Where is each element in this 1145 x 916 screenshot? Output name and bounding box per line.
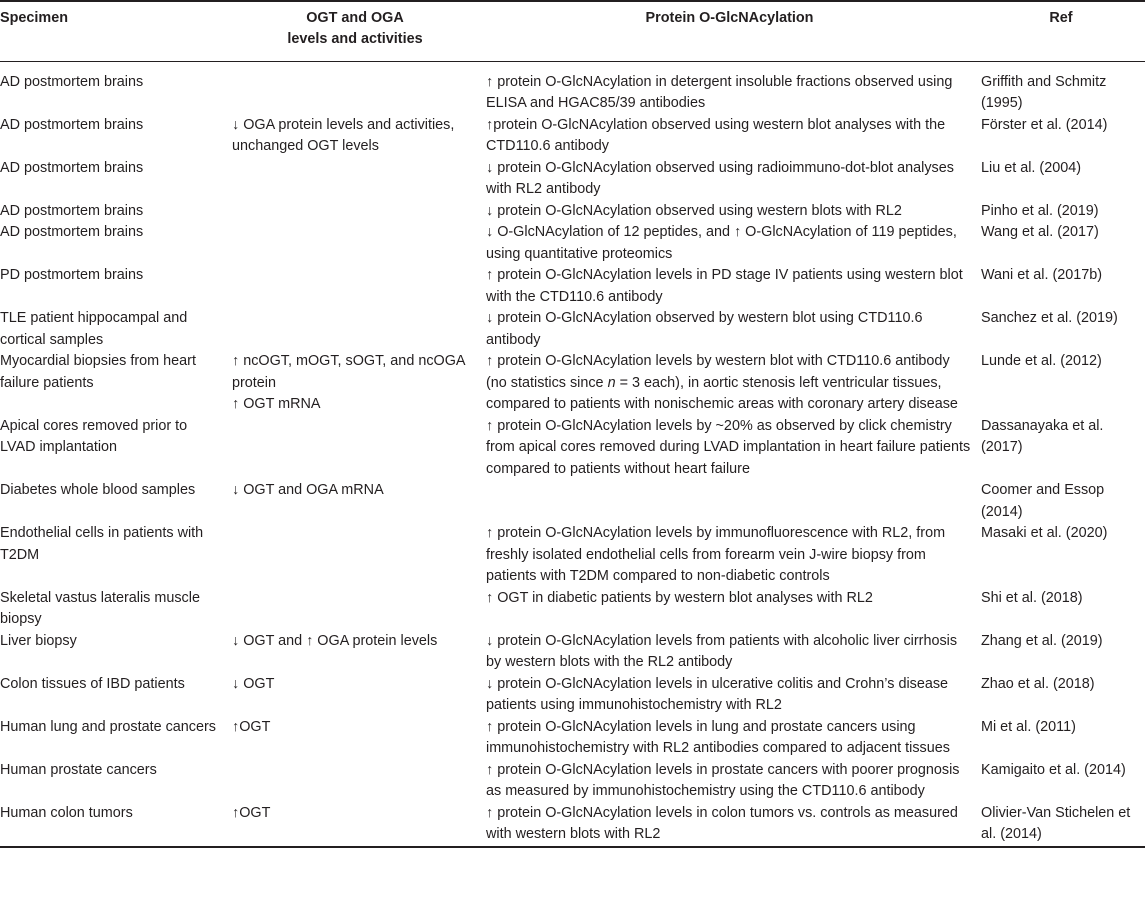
cell-ogt-oga: ↑OGT: [232, 718, 271, 735]
cell-glcnac: ↑ protein O-GlcNAcylation levels by ~20% as observed by click chemistry from apical cores removed during LVAD implantation in heart failure patients compared to patients without heart failure: [486, 417, 971, 477]
cell-glcnac: ↑ protein O-GlcNAcylation levels in prostate cancers with poorer prognosis as measured by immunohistochemistry using the CTD110.6 antibody: [486, 761, 960, 799]
cell-specimen: AD postmortem brains: [0, 202, 144, 219]
table-row: [0, 760, 1145, 803]
cell-ref: Sanchez et al. (2019): [981, 310, 1118, 326]
table-row: [0, 201, 1145, 223]
cell-specimen: Human colon tumors: [0, 804, 133, 821]
cell-specimen: Diabetes whole blood samples: [0, 482, 196, 498]
cell-ogt-oga: ↑OGT: [232, 804, 271, 821]
cell-ogt-oga: [228, 265, 482, 308]
table-row: [0, 674, 1145, 717]
cell-ref: Mi et al. (2011): [981, 718, 1076, 735]
table-row: [0, 803, 1145, 847]
cell-glcnac: ↑ OGT in diabetic patients by western blot analyses with RL2: [486, 589, 873, 606]
cell-glcnac: ↓ protein O-GlcNAcylation observed by western blot using CTD110.6 antibody: [486, 310, 923, 348]
header-glcnac: Protein O-GlcNAcylation: [482, 1, 977, 61]
cell-ref: Masaki et al. (2020): [981, 525, 1108, 541]
cell-specimen: PD postmortem brains: [0, 267, 144, 283]
cell-specimen: Human lung and prostate cancers: [0, 718, 216, 735]
cell-ogt-oga: ↓ OGT: [232, 675, 275, 692]
cell-glcnac: ↓ protein O-GlcNAcylation levels from patients with alcoholic liver cirrhosis by western blots with the RL2 antibody: [486, 632, 958, 670]
cell-specimen: Apical cores removed prior to LVAD implantation: [0, 417, 188, 455]
cell-ogt-oga: [228, 308, 482, 351]
header-ogt-oga-line2: levels and activities: [287, 31, 423, 47]
cell-glcnac: ↑ protein O-GlcNAcylation levels in PD stage IV patients using western blot with the CTD110.6 antibody: [486, 267, 963, 305]
cell-ref: Wang et al. (2017): [981, 224, 1099, 240]
header-ogt-oga-line1: OGT and OGA: [306, 10, 404, 26]
table-row: [0, 115, 1145, 158]
cell-ref: Lunde et al. (2012): [981, 353, 1102, 369]
cell-glcnac: ↑ protein O-GlcNAcylation levels by immunofluorescence with RL2, from freshly isolated endothelial cells from forearm vein J-wire biopsy from patients with T2DM compared to non-diabetic controls: [486, 525, 946, 584]
cell-glcnac: [482, 351, 977, 416]
cell-specimen: Myocardial biopsies from heart failure patients: [0, 353, 196, 391]
cell-ref: Zhang et al. (2019): [981, 632, 1103, 649]
table-row: [0, 265, 1145, 308]
cell-specimen: AD postmortem brains: [0, 73, 144, 90]
cell-ogt-oga: [228, 523, 482, 588]
glcnac-text-part: = 3 each), in aortic stenosis left ventricular tissues, compared to patients with nonischemic areas with coronary artery disease: [486, 374, 958, 412]
cell-ref: Wani et al. (2017b): [981, 267, 1103, 283]
header-ref: Ref: [977, 1, 1145, 61]
cell-specimen: Liver biopsy: [0, 632, 77, 649]
glcnac-n-symbol: n: [607, 374, 616, 391]
table-row: [0, 631, 1145, 674]
cell-specimen: TLE patient hippocampal and cortical samples: [0, 310, 188, 348]
cell-ogt-oga: ↓ OGT and OGA mRNA: [232, 482, 384, 498]
table-row: [0, 523, 1145, 588]
cell-ref: Olivier-Van Stichelen et al. (2014): [981, 804, 1131, 842]
cell-glcnac: ↑ protein O-GlcNAcylation levels in colon tumors vs. controls as measured with western blots with RL2: [486, 804, 958, 842]
cell-ref: Kamigaito et al. (2014): [981, 761, 1126, 778]
table-row: [0, 351, 1145, 416]
cell-glcnac: ↓ protein O-GlcNAcylation observed using radioimmuno-dot-blot analyses with RL2 antibody: [486, 159, 954, 197]
table-row: [0, 717, 1145, 760]
cell-ogt-oga: ↑ ncOGT, mOGT, sOGT, and ncOGA protein ↑ OGT mRNA: [232, 353, 465, 412]
table-row: [0, 158, 1145, 201]
cell-glcnac: ↓ protein O-GlcNAcylation observed using western blots with RL2: [486, 202, 902, 219]
cell-specimen: Skeletal vastus lateralis muscle biopsy: [0, 589, 200, 627]
header-row: [0, 1, 1145, 61]
cell-ref: Zhao et al. (2018): [981, 675, 1095, 692]
table-row: [0, 61, 1145, 115]
cell-ref: Förster et al. (2014): [981, 116, 1108, 133]
cell-ref: Shi et al. (2018): [981, 589, 1083, 606]
cell-ref: Griffith and Schmitz (1995): [981, 73, 1107, 111]
cell-ref: Liu et al. (2004): [981, 159, 1081, 176]
cell-glcnac: ↑protein O-GlcNAcylation observed using western blot analyses with the CTD110.6 antibody: [486, 116, 946, 154]
cell-ogt-oga: [228, 588, 482, 631]
cell-ogt-oga: ↓ OGA protein levels and activities, unchanged OGT levels: [232, 116, 455, 154]
cell-specimen: Human prostate cancers: [0, 761, 157, 778]
cell-ogt-oga: [228, 158, 482, 201]
cell-ogt-oga: [228, 222, 482, 265]
cell-glcnac: ↑ protein O-GlcNAcylation in detergent insoluble fractions observed using ELISA and HGAC85/39 antibodies: [486, 73, 953, 111]
table-row: [0, 480, 1145, 523]
cell-glcnac: ↑ protein O-GlcNAcylation levels in lung and prostate cancers using immunohistochemistry with RL2 antibodies compared to adjacent tissues: [486, 718, 950, 756]
cell-ogt-oga: [228, 201, 482, 223]
cell-specimen: Colon tissues of IBD patients: [0, 675, 185, 692]
cell-ref: Dassanayaka et al. (2017): [981, 417, 1104, 455]
cell-specimen: AD postmortem brains: [0, 116, 144, 133]
table-row: [0, 416, 1145, 481]
cell-ref: Pinho et al. (2019): [981, 202, 1099, 219]
cell-ref: Coomer and Essop (2014): [981, 482, 1105, 520]
cell-ogt-oga: [228, 61, 482, 115]
cell-glcnac: [482, 480, 977, 523]
cell-specimen: AD postmortem brains: [0, 159, 144, 176]
cell-ogt-oga: [228, 760, 482, 803]
header-ogt-oga: [228, 1, 482, 61]
cell-specimen: AD postmortem brains: [0, 224, 144, 240]
cell-glcnac: ↓ protein O-GlcNAcylation levels in ulcerative colitis and Crohn’s disease patients using immunohistochemistry with RL2: [486, 675, 949, 713]
table-row: [0, 308, 1145, 351]
header-specimen: Specimen: [0, 1, 228, 61]
table-row: [0, 222, 1145, 265]
table-row: [0, 588, 1145, 631]
cell-glcnac: ↓ O-GlcNAcylation of 12 peptides, and ↑ O-GlcNAcylation of 119 peptides, using quantitative proteomics: [486, 224, 957, 262]
cell-specimen: Endothelial cells in patients with T2DM: [0, 525, 204, 563]
cell-ogt-oga: ↓ OGT and ↑ OGA protein levels: [232, 632, 438, 649]
cell-ogt-oga: [228, 416, 482, 481]
glcnac-text-part: ↑ protein O-GlcNAcylation levels by western blot with CTD110.6 antibody (no statistics since: [486, 353, 950, 391]
